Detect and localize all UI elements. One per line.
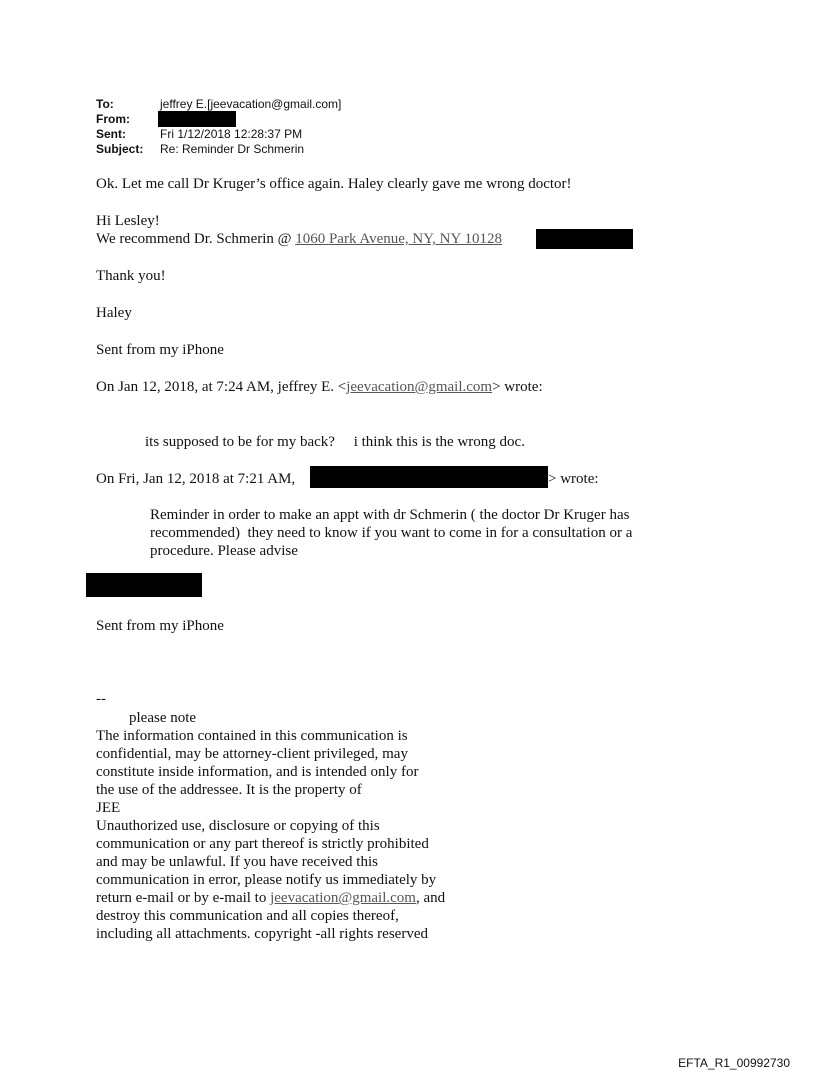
- quote2-line-3: procedure. Please advise: [150, 543, 298, 559]
- redaction-signature: [86, 573, 202, 597]
- disclaimer-line: constitute inside information, and is intended only for: [96, 764, 419, 780]
- body-line-1: Ok. Let me call Dr Kruger’s office again. Haley clearly gave me wrong doctor!: [96, 176, 572, 192]
- address-link[interactable]: 1060 Park Avenue, NY, NY 10128: [295, 231, 503, 247]
- quote1-header: [96, 378, 543, 396]
- disclaimer-email-prefix: return e-mail or by e-mail to: [96, 890, 271, 906]
- recommend-line: [96, 230, 502, 248]
- subject-label: Subject:: [96, 142, 144, 156]
- to-row: [96, 97, 341, 111]
- disclaimer-note: please note: [129, 710, 197, 726]
- disclaimer-line: The information contained in this communication is: [96, 728, 408, 744]
- redaction-phone: [536, 229, 633, 249]
- disclaimer-block: [96, 709, 445, 943]
- sent-from-line-2: Sent from my iPhone: [96, 618, 224, 634]
- sent-from-line-1: Sent from my iPhone: [96, 342, 224, 358]
- redaction-sender: [310, 466, 548, 488]
- sent-value: Fri 1/12/2018 12:28:37 PM: [160, 127, 303, 141]
- sent-row: [96, 127, 302, 141]
- from-row: [96, 112, 160, 126]
- disclaimer-email-suffix: , and: [415, 890, 446, 906]
- to-value: jeffrey E.[jeevacation@gmail.com]: [160, 97, 342, 111]
- quote2-line-1: Reminder in order to make an appt with dr Schmerin ( the doctor Dr Kruger has: [150, 507, 630, 523]
- disclaimer-line: and may be unlawful. If you have received this: [96, 854, 378, 870]
- quote2-header-prefix: On Fri, Jan 12, 2018 at 7:21 AM,: [96, 471, 296, 487]
- quote1-prefix: On Jan 12, 2018, at 7:24 AM, jeffrey E. <: [96, 379, 347, 395]
- disclaimer-line-email: [96, 889, 445, 907]
- subject-row: [96, 142, 304, 156]
- disclaimer-line: including all attachments. copyright -all rights reserved: [96, 926, 428, 942]
- disclaimer-email-link[interactable]: jeevacation@gmail.com: [270, 890, 416, 906]
- quote1-email-link[interactable]: jeevacation@gmail.com: [346, 379, 493, 395]
- subject-value: Re: Reminder Dr Schmerin: [160, 142, 305, 156]
- disclaimer-line: communication in error, please notify us immediately by: [96, 872, 437, 888]
- from-label: From:: [96, 112, 130, 126]
- quote1-text: its supposed to be for my back? i think this is the wrong doc.: [145, 434, 525, 450]
- greeting: Hi Lesley!: [96, 213, 160, 229]
- sent-label: Sent:: [96, 127, 126, 141]
- thanks-line: Thank you!: [96, 268, 166, 284]
- disclaimer-line: JEE: [96, 800, 121, 816]
- quote2-line-2: recommended) they need to know if you want to come in for a consultation or a: [150, 525, 633, 541]
- disclaimer-dashes: --: [96, 691, 106, 707]
- document-id: EFTA_R1_00992730: [678, 1056, 790, 1070]
- disclaimer-line: the use of the addressee. It is the property of: [96, 782, 362, 798]
- quote1-suffix: > wrote:: [492, 379, 543, 395]
- signature-line: Haley: [96, 305, 132, 321]
- disclaimer-line: communication or any part thereof is strictly prohibited: [96, 836, 429, 852]
- disclaimer-line: Unauthorized use, disclosure or copying of this: [96, 818, 380, 834]
- recommend-prefix: We recommend Dr. Schmerin @: [96, 231, 296, 247]
- disclaimer-line: destroy this communication and all copies thereof,: [96, 908, 399, 924]
- to-label: To:: [96, 97, 114, 111]
- quote2-header-suffix: > wrote:: [548, 471, 599, 487]
- redaction-from: [158, 111, 236, 127]
- disclaimer-line: confidential, may be attorney-client privileged, may: [96, 746, 408, 762]
